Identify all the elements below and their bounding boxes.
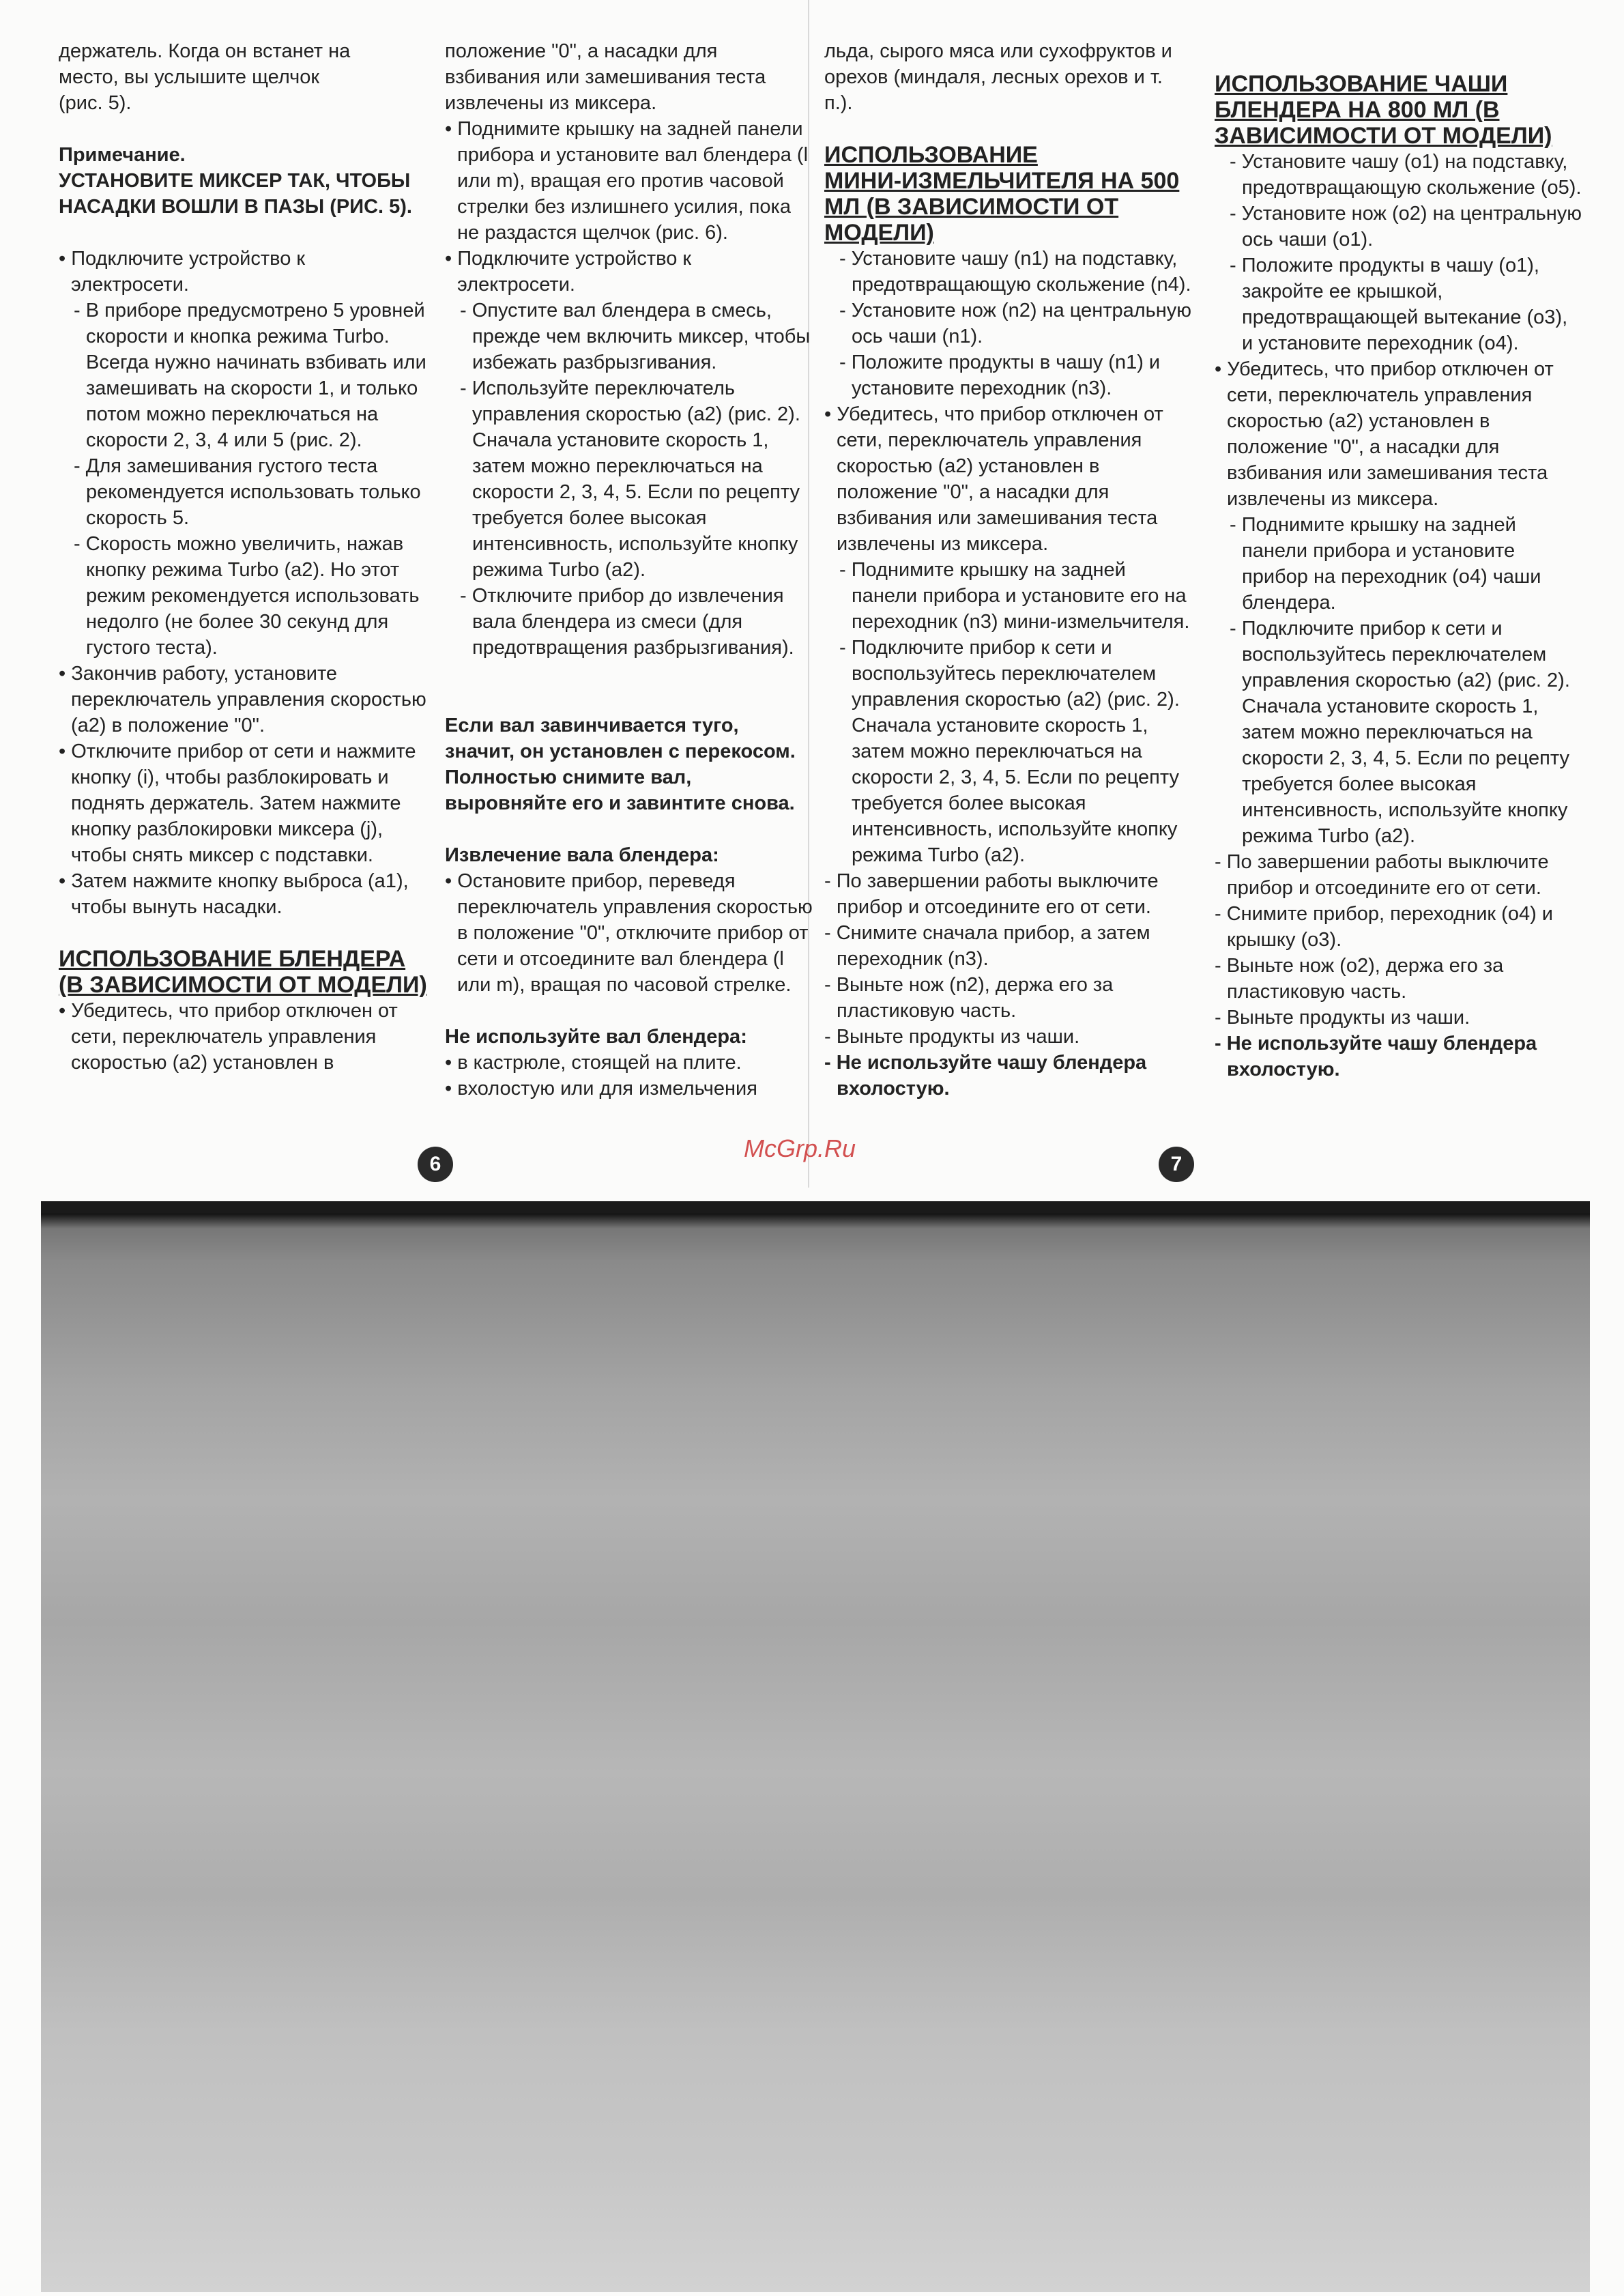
section-heading: ИСПОЛЬЗОВАНИЕ БЛЕНДЕРА [59, 946, 406, 972]
section-heading: МОДЕЛИ) [824, 220, 934, 246]
page-number-left: 6 [418, 1147, 453, 1182]
paragraph: - Выньте нож (n2), держа его за пластиковую часть. [824, 974, 1114, 1022]
subsection-title: Извлечение вала блендера: [445, 844, 719, 866]
paragraph: - Опустите вал блендера в смесь, прежде чем включить миксер, чтобы избежать разбрызгивания. [460, 300, 811, 373]
paragraph: - Не используйте чашу блендера вхолостую. [824, 1052, 1147, 1100]
paragraph: - Выньте нож (o2), держа его за пластиковую часть. [1215, 955, 1504, 1003]
paragraph: • Затем нажмите кнопку выброса (a1), чтобы вынуть насадки. [59, 870, 409, 918]
subsection-title: Не используйте вал блендера: [445, 1026, 747, 1048]
section-heading: (В ЗАВИСИМОСТИ ОТ МОДЕЛИ) [59, 972, 427, 998]
column-1 [59, 38, 427, 1076]
paragraph: • Подключите устройство к электросети. [445, 248, 692, 296]
paragraph: - Установите нож (o2) на центральную ось чаши (o1). [1230, 203, 1582, 250]
text-line: держатель. Когда он встанет на [59, 40, 351, 62]
column-4 [1215, 38, 1583, 1082]
paragraph: • Убедитесь, что прибор отключен от сети, переключатель управления скоростью (a2) установлен в положение "0", а насадки для взбивания или замешивания теста извлечены из миксера. [1215, 358, 1554, 510]
paragraph: - Используйте переключатель управления скоростью (a2) (рис. 2). Сначала установите скорость 1, затем можно переключаться на скорости 2, 3, 4, 5. Если по рецепту требуется более высокая интенсивность, используйте кнопку режима Turbo (a2). [460, 377, 800, 581]
paragraph: - Подключите прибор к сети и воспользуйтесь переключателем управления скоростью (a2) (рис. 2). Сначала установите скорость 1, затем можно переключаться на скорости 2, 3, 4, 5. Если по рецепту требуется более высокая интенсивность, используйте кнопку режима Turbo (a2). [839, 637, 1180, 866]
scanned-blank-area [41, 1201, 1590, 2292]
note-label: Примечание. [59, 144, 186, 166]
text-line: место, вы услышите щелчок [59, 66, 320, 88]
section-heading: МИНИ-ИЗМЕЛЬЧИТЕЛЯ НА 500 [824, 168, 1180, 194]
paragraph: • Убедитесь, что прибор отключен от сети, переключатель управления скоростью (a2) установлен в [59, 1000, 398, 1074]
section-heading: МЛ (В ЗАВИСИМОСТИ ОТ [824, 194, 1119, 220]
section-heading: ИСПОЛЬЗОВАНИЕ [824, 142, 1038, 168]
paragraph: • Закончив работу, установите переключатель управления скоростью (a2) в положение "0". [59, 663, 426, 736]
paragraph: - В приборе предусмотрено 5 уровней скорости и кнопка режима Turbo. Всегда нужно начинать взбивать или замешивать на скорости 1, и только потом можно переключаться на скорости 2, 3, 4 или 5 (рис. 2). [74, 300, 426, 451]
paragraph: - Подключите прибор к сети и воспользуйтесь переключателем управления скоростью (a2) (рис. 2). Сначала установите скорость 1, затем можно переключаться на скорости 2, 3, 4, 5. Если по рецепту требуется более высокая интенсивность, используйте кнопку режима Turbo (a2). [1230, 618, 1570, 847]
paragraph: - Скорость можно увеличить, нажав кнопку режима Turbo (a2). Но этот режим рекомендуется использовать недолго (не более 30 секунд для густого теста). [74, 533, 420, 659]
paragraph: - Установите нож (n2) на центральную ось чаши (n1). [839, 300, 1192, 347]
paragraph: - По завершении работы выключите прибор и отсоедините его от сети. [824, 870, 1159, 918]
warning-text: Если вал завинчивается туго, значит, он установлен с перекосом. Полностью снимите вал, выровняйте его и завинтите снова. [445, 715, 796, 814]
paragraph: • Поднимите крышку на задней панели прибора и установите вал блендера (l или m), вращая его против часовой стрелки без излишнего усилия, пока не раздастся щелчок (рис. 6). [445, 118, 809, 244]
text-line: (рис. 5). [59, 92, 132, 114]
paragraph: - Установите чашу (o1) на подставку, предотвращающую скольжение (o5). [1230, 151, 1582, 199]
paragraph: - Выньте продукты из чаши. [1215, 1007, 1470, 1029]
paragraph: - Для замешивания густого теста рекомендуется использовать только скорость 5. [74, 455, 421, 529]
section-heading: ИСПОЛЬЗОВАНИЕ ЧАШИ [1215, 71, 1508, 97]
note-text: УСТАНОВИТЕ МИКСЕР ТАК, ЧТОБЫ [59, 170, 411, 192]
paragraph: льда, сырого мяса или сухофруктов и орехов (миндаля, лесных орехов и т. п.). [824, 40, 1172, 114]
paragraph: • вхолостую или для измельчения [445, 1078, 757, 1100]
section-heading: БЛЕНДЕРА НА 800 МЛ (В [1215, 97, 1500, 123]
paragraph: - По завершении работы выключите прибор и отсоедините его от сети. [1215, 851, 1549, 899]
paragraph: • Подключите устройство к электросети. [59, 248, 306, 296]
watermark: McGrp.Ru [744, 1134, 856, 1162]
paragraph: • Отключите прибор от сети и нажмите кнопку (i), чтобы разблокировать и поднять держатель. Затем нажмите кнопку разблокировки миксера (j), чтобы снять миксер с подставки. [59, 741, 416, 866]
paragraph: • в кастрюле, стоящей на плите. [445, 1052, 742, 1074]
column-2 [445, 38, 813, 1102]
paragraph: положение "0", а насадки для взбивания или замешивания теста извлечены из миксера. [445, 40, 766, 114]
column-3 [824, 38, 1193, 1102]
paragraph: - Поднимите крышку на задней панели прибора и установите его на переходник (n3) мини-измельчителя. [839, 559, 1190, 633]
paragraph: - Поднимите крышку на задней панели прибора и установите прибор на переходник (o4) чаши блендера. [1230, 514, 1541, 614]
paragraph: - Положите продукты в чашу (o1), закройте ее крышкой, предотвращающей вытекание (o3), и установите переходник (o4). [1230, 255, 1568, 354]
paragraph: - Не используйте чашу блендера вхолостую. [1215, 1033, 1537, 1080]
paragraph: • Остановите прибор, переведя переключатель управления скоростью в положение "0", отключите прибор от сети и отсоедините вал блендера (l или m), вращая по часовой стрелке. [445, 870, 813, 996]
paragraph: - Снимите сначала прибор, а затем переходник (n3). [824, 922, 1150, 970]
paragraph: - Выньте продукты из чаши. [824, 1026, 1080, 1048]
page-number-right: 7 [1159, 1147, 1194, 1182]
paragraph: - Установите чашу (n1) на подставку, предотвращающую скольжение (n4). [839, 248, 1191, 296]
paragraph: • Убедитесь, что прибор отключен от сети, переключатель управления скоростью (a2) установлен в положение "0", а насадки для взбивания или замешивания теста извлечены из миксера. [824, 403, 1163, 555]
paragraph: - Отключите прибор до извлечения вала блендера из смеси (для предотвращения разбрызгивания). [460, 585, 794, 659]
note-text: НАСАДКИ ВОШЛИ В ПАЗЫ (РИС. 5). [59, 196, 412, 218]
paragraph: - Снимите прибор, переходник (o4) и крышку (o3). [1215, 903, 1553, 951]
section-heading: ЗАВИСИМОСТИ ОТ МОДЕЛИ) [1215, 123, 1552, 149]
paragraph: - Положите продукты в чашу (n1) и установите переходник (n3). [839, 351, 1161, 399]
